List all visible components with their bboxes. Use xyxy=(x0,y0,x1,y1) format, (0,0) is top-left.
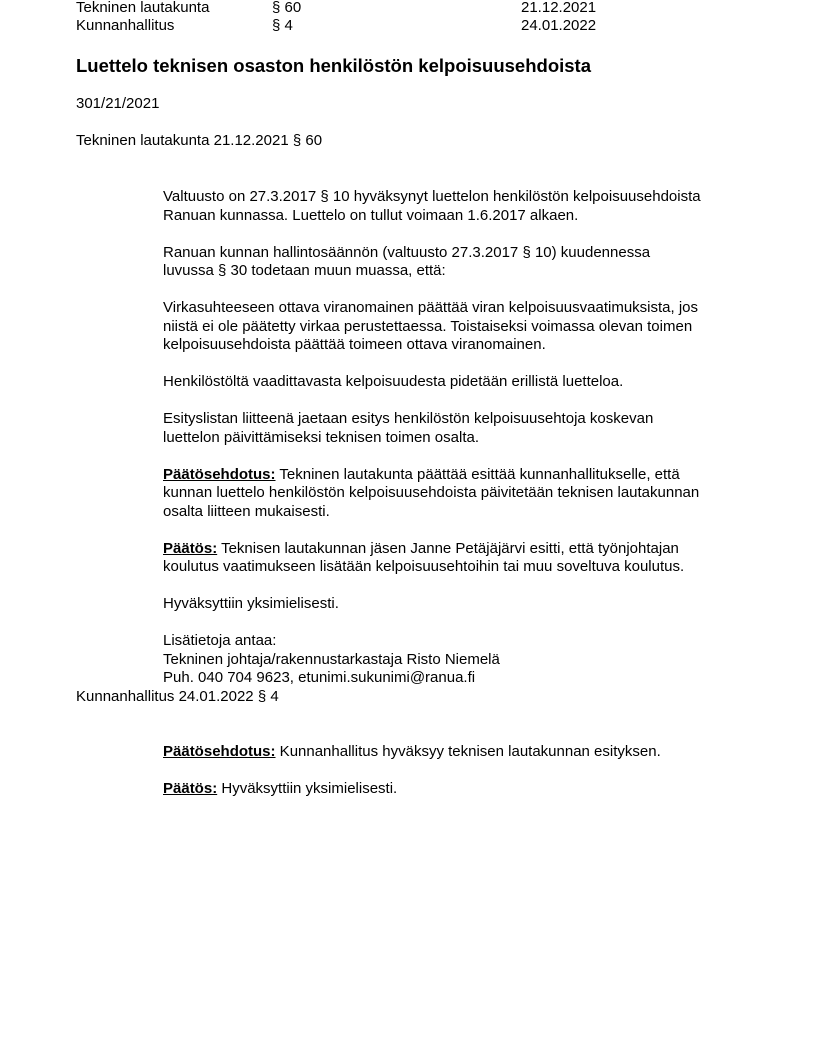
text-line: Henkilöstöltä vaadittavasta kelpoisuudesta pidetään erillistä luetteloa. xyxy=(163,373,624,390)
header-body: Tekninen lautakunta xyxy=(76,0,210,16)
text-line: Puh. 040 704 9623, etunimi.sukunimi@ranua.fi xyxy=(163,669,476,686)
paragraph xyxy=(0,410,816,447)
paragraph xyxy=(0,188,816,225)
proposal-paragraph xyxy=(0,743,816,762)
text-line: osalta liitteen mukaisesti. xyxy=(163,502,330,520)
approved-text: Hyväksyttiin yksimielisesti. xyxy=(163,595,339,612)
paragraph xyxy=(0,244,816,281)
text-line: Virkasuhteeseen ottava viranomainen päättää viran kelpoisuusvaatimuksista, jos xyxy=(163,299,699,316)
document-title: Luettelo teknisen osaston henkilöstön kelpoisuusehdoista xyxy=(76,55,592,76)
header-body: Kunnanhallitus xyxy=(76,17,175,34)
text-line: Valtuusto on 27.3.2017 § 10 hyväksynyt luettelon henkilöstön kelpoisuusehdoista xyxy=(163,188,701,205)
proposal-label: Päätösehdotus: xyxy=(163,743,276,760)
meeting2-heading: Kunnanhallitus 24.01.2022 § 4 xyxy=(76,687,279,705)
paragraph xyxy=(0,299,816,355)
decision-paragraph xyxy=(0,540,816,577)
text-line: Tekninen lautakunta päättää esittää kunnanhallitukselle, että xyxy=(275,465,680,483)
decision-paragraph xyxy=(0,780,816,799)
meeting1-heading: Tekninen lautakunta 21.12.2021 § 60 xyxy=(76,132,323,149)
case-number: 301/21/2021 xyxy=(76,95,160,112)
document-body xyxy=(0,188,816,799)
header-date: 21.12.2021 xyxy=(521,0,597,16)
text-line: kelpoisuusehdoista päättää toimeen ottava viranomainen. xyxy=(163,336,546,353)
text-line: Teknisen lautakunnan jäsen Janne Petäjäjärvi esitti, että työnjohtajan xyxy=(217,539,679,557)
text-line: Lisätietoja antaa: xyxy=(163,632,277,649)
text-line: niistä ei ole päätetty virkaa perustettaessa. Toistaiseksi voimassa olevan toimen xyxy=(163,317,693,335)
text-line: Kunnanhallitus hyväksyy teknisen lautakunnan esityksen. xyxy=(275,743,661,760)
header-section: § 4 xyxy=(272,17,293,34)
paragraph xyxy=(0,373,816,392)
text-line: luvussa § 30 todetaan muun muassa, että: xyxy=(163,262,446,279)
text-line: Ranuan kunnan hallintosäännön (valtuusto 27.3.2017 § 10) kuudennessa xyxy=(163,243,651,261)
text-line: Tekninen johtaja/rakennustarkastaja Risto Niemelä xyxy=(163,650,500,668)
header-date: 24.01.2022 xyxy=(521,17,597,34)
contact-block xyxy=(0,632,816,688)
header-section: § 60 xyxy=(272,0,302,16)
proposal-paragraph xyxy=(0,466,816,522)
text-line: Ranuan kunnassa. Luettelo on tullut voimaan 1.6.2017 alkaen. xyxy=(163,206,579,224)
text-line: Hyväksyttiin yksimielisesti. xyxy=(217,780,398,797)
text-line: kunnan luettelo henkilöstön kelpoisuusehdoista päivitetään teknisen lautakunnan xyxy=(163,484,700,501)
proposal-label: Päätösehdotus: xyxy=(163,465,276,483)
text-line: Esityslistan liitteenä jaetaan esitys henkilöstön kelpoisuusehtoja koskevan xyxy=(163,410,654,427)
text-line: koulutus vaatimukseen lisätään kelpoisuusehtoihin tai muu soveltuva koulutus. xyxy=(163,558,685,575)
text-line: luettelon päivittämiseksi teknisen toimen osalta. xyxy=(163,428,479,446)
decision-label: Päätös: xyxy=(163,780,218,797)
decision-label: Päätös: xyxy=(163,539,218,557)
